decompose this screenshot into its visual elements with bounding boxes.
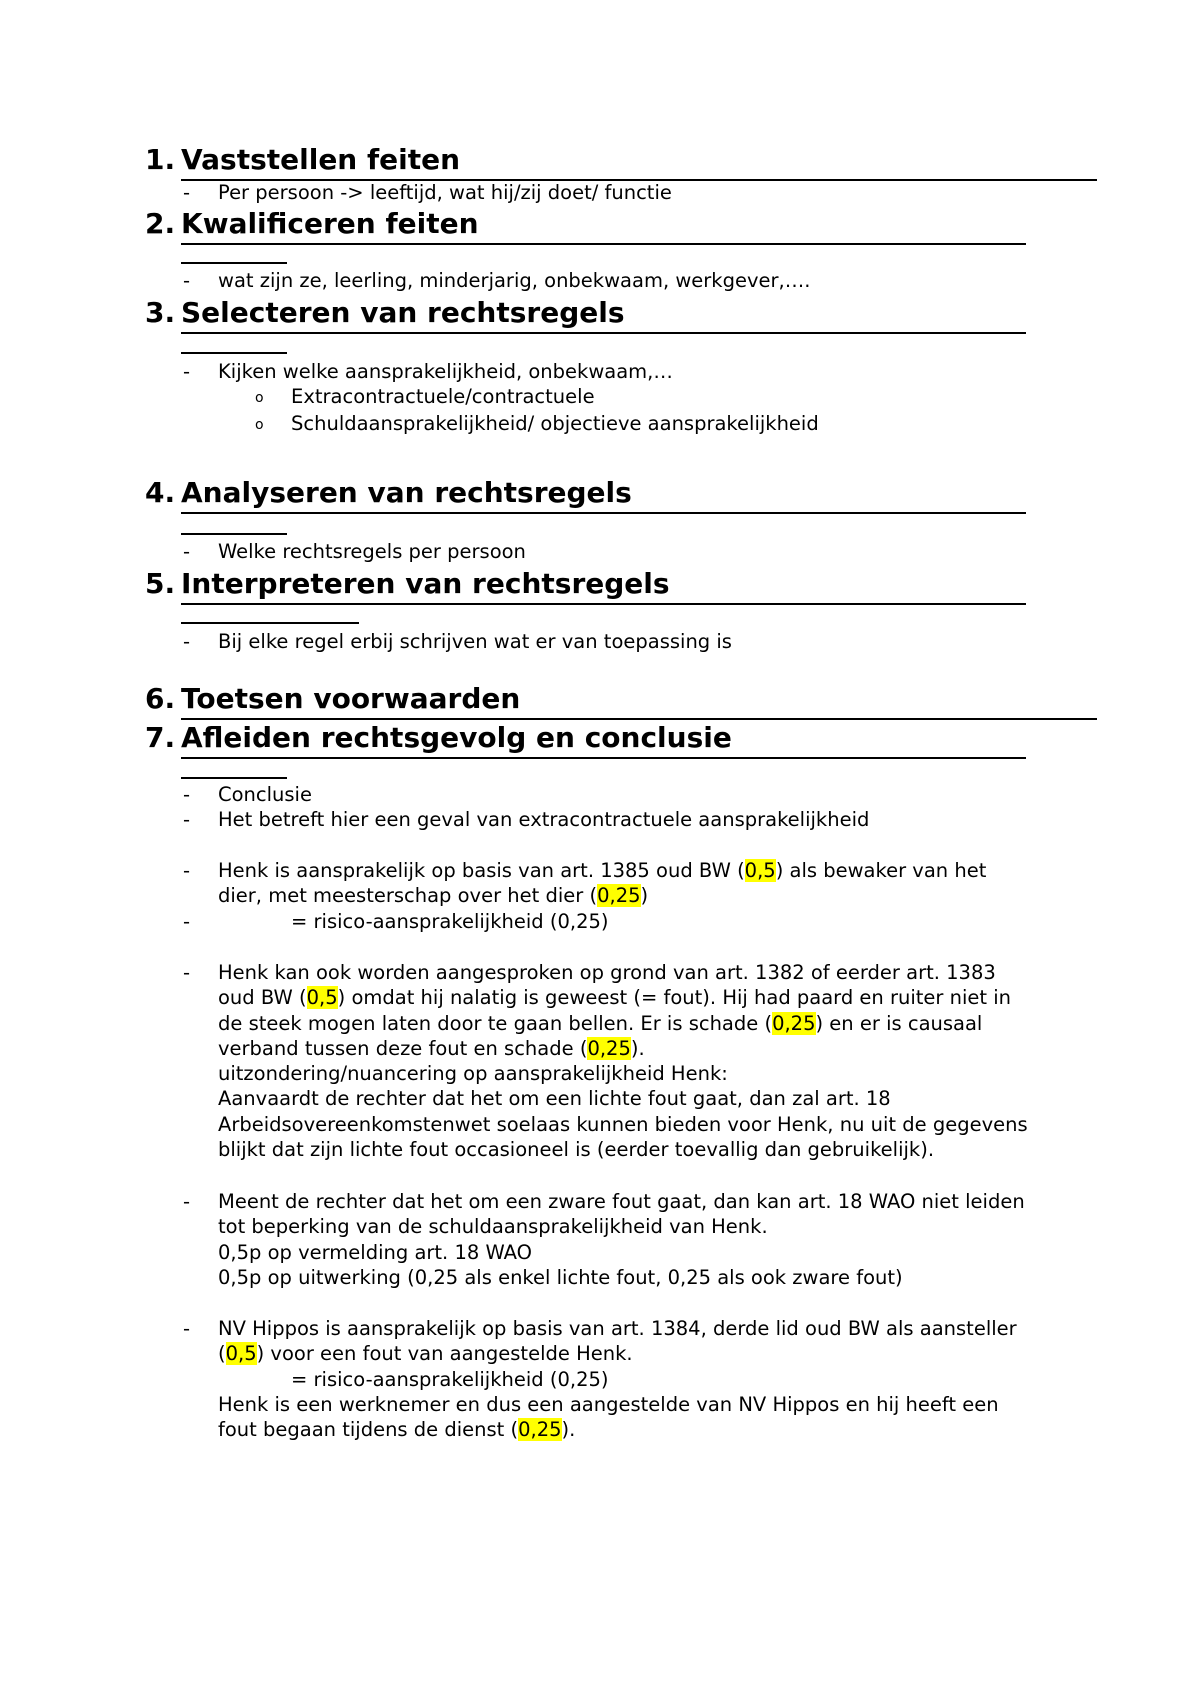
bullet-text: Bij elke regel erbij schrijven wat er van toepassing is xyxy=(218,630,732,653)
paragraph-line xyxy=(218,883,986,908)
paragraph-line: Arbeidsovereenkomstenwet soelaas kunnen bieden voor Henk, nu uit de gegevens xyxy=(218,1112,1028,1136)
heading-title: Interpreteren van rechtsregels xyxy=(181,567,670,600)
highlighted-score: 0,25 xyxy=(518,1418,562,1442)
text-run: ). xyxy=(630,1036,645,1060)
paragraph-henk-1382 xyxy=(218,960,1028,1162)
highlighted-score: 0,25 xyxy=(597,884,641,908)
underline-stub xyxy=(181,262,287,264)
bullet-marker: - xyxy=(183,1317,191,1340)
text-run: verband tussen deze fout en schade ( xyxy=(218,1036,588,1060)
highlighted-score: 0,5 xyxy=(306,986,338,1010)
text-run: ) xyxy=(640,884,649,908)
heading-number: 1. xyxy=(145,143,176,176)
text-run: ) voor een fout van aangestelde Henk. xyxy=(256,1342,633,1366)
paragraph-line xyxy=(218,858,986,883)
heading-number: 3. xyxy=(145,296,176,329)
heading-title: Afleiden rechtsgevolg en conclusie xyxy=(181,721,732,754)
paragraph-line xyxy=(218,1011,1028,1036)
paragraph-line: Henk kan ook worden aangesproken op grond van art. 1382 of eerder art. 1383 xyxy=(218,961,996,984)
bullet-text: Per persoon -> leeftijd, wat hij/zij doet/ functie xyxy=(218,181,672,204)
sub-bullet-text: Schuldaansprakelijkheid/ objectieve aansprakelijkheid xyxy=(291,412,819,435)
paragraph-line: = risico-aansprakelijkheid (0,25) xyxy=(291,1367,609,1391)
paragraph-zware-fout xyxy=(218,1189,1025,1290)
paragraph-line: Meent de rechter dat het om een zware fout gaat, dan kan art. 18 WAO niet leiden xyxy=(218,1190,1025,1213)
heading-underline xyxy=(181,603,1026,605)
paragraph-line: uitzondering/nuancering op aansprakelijkheid Henk: xyxy=(218,1062,728,1086)
paragraph-line xyxy=(218,1036,1028,1061)
bullet-marker: - xyxy=(183,910,191,933)
underline-stub xyxy=(181,777,287,779)
text-run: ) omdat hij nalatig is geweest (= fout). Hij had paard en ruiter niet in xyxy=(337,986,1012,1010)
bullet-marker: - xyxy=(183,181,191,204)
heading-underline xyxy=(181,512,1026,514)
underline-stub xyxy=(181,622,359,624)
bullet-marker: - xyxy=(183,540,191,563)
text-run: ). xyxy=(561,1418,576,1442)
bullet-marker: - xyxy=(183,961,191,984)
paragraph-line xyxy=(218,985,1028,1010)
bullet-marker: - xyxy=(183,630,191,653)
heading-underline xyxy=(181,718,1097,720)
sub-bullet-text: Extracontractuele/contractuele xyxy=(291,385,595,408)
paragraph-line xyxy=(218,1341,1017,1366)
paragraph-line: blijkt dat zijn lichte fout occasioneel is (eerder toevallig dan gebruikelijk). xyxy=(218,1138,935,1162)
bullet-text: = risico-aansprakelijkheid (0,25) xyxy=(291,910,609,933)
paragraph-line: NV Hippos is aansprakelijk op basis van art. 1384, derde lid oud BW als aansteller xyxy=(218,1317,1017,1340)
underline-stub xyxy=(181,352,287,354)
bullet-marker: - xyxy=(183,360,191,383)
sub-bullet-marker: o xyxy=(255,390,264,406)
bullet-text: Conclusie xyxy=(218,783,312,806)
heading-number: 7. xyxy=(145,721,176,754)
highlighted-score: 0,25 xyxy=(772,1011,816,1035)
text-run: fout begaan tijdens de dienst ( xyxy=(218,1418,519,1442)
paragraph-nv-hippos xyxy=(218,1316,1017,1442)
heading-underline xyxy=(181,332,1026,334)
heading-number: 4. xyxy=(145,476,176,509)
paragraph-line: Aanvaardt de rechter dat het om een lichte fout gaat, dan zal art. 18 xyxy=(218,1087,891,1111)
heading-title: Analyseren van rechtsregels xyxy=(181,476,632,509)
bullet-text: Welke rechtsregels per persoon xyxy=(218,540,526,563)
text-run: dier, met meesterschap over het dier ( xyxy=(218,884,598,908)
text-run: Henk is aansprakelijk op basis van art. 1385 oud BW ( xyxy=(218,859,745,882)
paragraph-line: Henk is een werknemer en dus een aangestelde van NV Hippos en hij heeft een xyxy=(218,1392,999,1416)
text-run: oud BW ( xyxy=(218,986,307,1010)
highlighted-score: 0,5 xyxy=(225,1342,257,1366)
heading-title: Toetsen voorwaarden xyxy=(181,682,521,715)
bullet-text: Het betreft hier een geval van extracontractuele aansprakelijkheid xyxy=(218,808,870,831)
paragraph-line: 0,5p op vermelding art. 18 WAO xyxy=(218,1240,533,1264)
bullet-marker: - xyxy=(183,808,191,831)
text-run: de steek mogen laten door te gaan bellen. Er is schade ( xyxy=(218,1011,773,1035)
bullet-marker: - xyxy=(183,783,191,806)
paragraph-line: tot beperking van de schuldaansprakelijkheid van Henk. xyxy=(218,1215,768,1239)
highlighted-score: 0,5 xyxy=(744,859,776,882)
bullet-text: Kijken welke aansprakelijkheid, onbekwaam,… xyxy=(218,360,673,383)
heading-title: Selecteren van rechtsregels xyxy=(181,296,625,329)
paragraph-line xyxy=(218,1417,1017,1442)
heading-underline xyxy=(181,243,1026,245)
bullet-marker: - xyxy=(183,269,191,292)
sub-bullet-marker: o xyxy=(255,417,264,433)
text-run: ) en er is causaal xyxy=(815,1011,983,1035)
heading-number: 5. xyxy=(145,567,176,600)
paragraph-line: 0,5p op uitwerking (0,25 als enkel lichte fout, 0,25 als ook zware fout) xyxy=(218,1265,903,1289)
text-run: ( xyxy=(218,1342,226,1366)
highlighted-score: 0,25 xyxy=(587,1036,631,1060)
bullet-marker: - xyxy=(183,1190,191,1213)
heading-title: Kwalificeren feiten xyxy=(181,207,479,240)
paragraph-henk-1385 xyxy=(218,858,986,909)
heading-underline xyxy=(181,757,1026,759)
heading-number: 6. xyxy=(145,682,176,715)
heading-title: Vaststellen feiten xyxy=(181,143,461,176)
heading-number: 2. xyxy=(145,207,176,240)
underline-stub xyxy=(181,533,287,535)
bullet-text: wat zijn ze, leerling, minderjarig, onbekwaam, werkgever,…. xyxy=(218,269,811,292)
bullet-marker: - xyxy=(183,859,191,882)
text-run: ) als bewaker van het xyxy=(775,859,987,882)
